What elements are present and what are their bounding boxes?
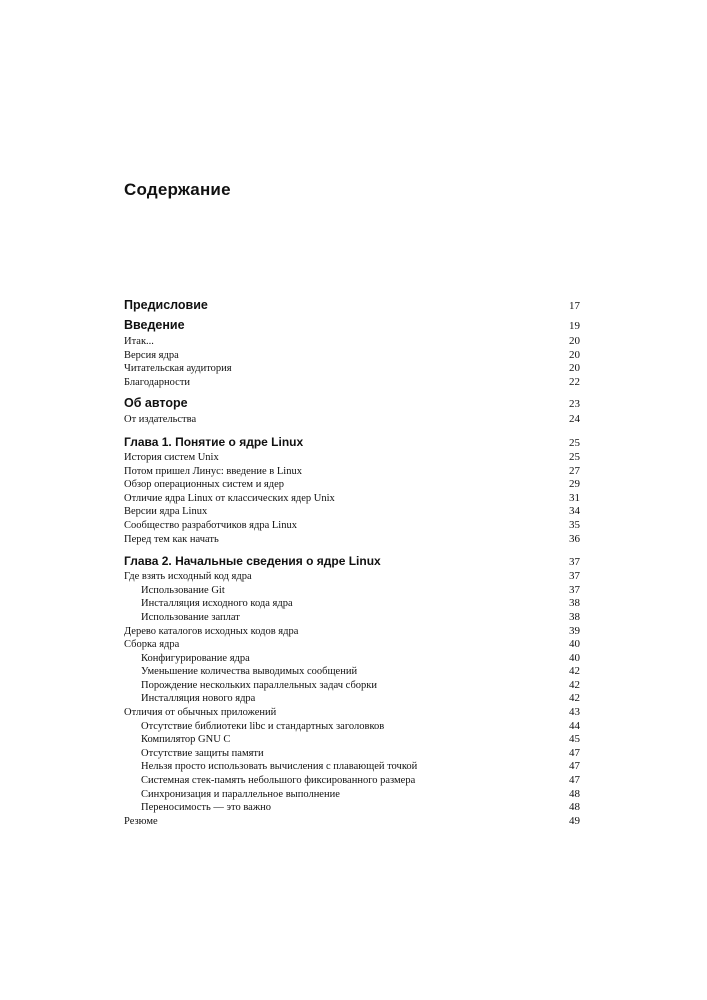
toc-label: История систем Unix <box>124 451 219 463</box>
toc-page-number: 39 <box>569 624 580 637</box>
toc-label: Перед тем как начать <box>124 533 219 545</box>
toc-item[interactable] <box>124 505 580 519</box>
toc-subitem[interactable] <box>124 733 580 747</box>
toc-label: Отсутствие библиотеки libc и стандартных заголовков <box>141 720 385 732</box>
toc-page-number: 19 <box>569 320 580 332</box>
toc-label: Глава 1. Понятие о ядре Linux <box>124 434 304 449</box>
toc-item[interactable] <box>124 815 580 829</box>
toc-label: Версия ядра <box>124 349 179 361</box>
toc-label: Резюме <box>124 815 158 827</box>
toc-label: Использование Git <box>141 584 225 596</box>
toc-page-number: 27 <box>569 464 580 477</box>
toc-chapter-1[interactable] <box>124 433 580 451</box>
toc-label: Сообщество разработчиков ядра Linux <box>124 519 297 531</box>
toc-page-number: 35 <box>569 518 580 531</box>
toc-label: Системная стек-память небольшого фиксированного размера <box>141 775 416 787</box>
toc-item[interactable] <box>124 638 580 652</box>
toc-item[interactable] <box>124 625 580 639</box>
toc-subitem[interactable] <box>124 801 580 815</box>
toc-subitem[interactable] <box>124 788 580 802</box>
toc-page-number: 37 <box>569 570 580 583</box>
toc-item[interactable] <box>124 492 580 506</box>
toc-label: Компилятор GNU C <box>141 734 231 746</box>
toc-label: Уменьшение количества выводимых сообщений <box>141 666 358 678</box>
toc-label: Об авторе <box>124 396 188 411</box>
toc-item[interactable] <box>124 465 580 479</box>
toc-page-number: 48 <box>569 801 580 814</box>
toc-subitem[interactable] <box>124 692 580 706</box>
toc-page-number: 25 <box>569 436 580 449</box>
toc-label: Потом пришел Линус: введение в Linux <box>124 465 302 477</box>
toc-page-number: 36 <box>569 532 580 545</box>
toc-label: Отличие ядра Linux от классических ядер Unix <box>124 492 335 504</box>
table-of-contents <box>124 295 580 828</box>
toc-item[interactable] <box>124 362 580 376</box>
toc-subitem[interactable] <box>124 760 580 774</box>
toc-label: От издательства <box>124 414 197 426</box>
toc-page-number: 42 <box>569 692 580 705</box>
toc-subitem[interactable] <box>124 747 580 761</box>
toc-section-introduction[interactable] <box>124 315 580 335</box>
toc-page-number: 45 <box>569 733 580 746</box>
toc-section-preface[interactable] <box>124 295 580 315</box>
toc-page-number: 42 <box>569 678 580 691</box>
toc-page-number: 40 <box>569 638 580 651</box>
toc-page-number: 38 <box>569 610 580 623</box>
toc-page-number: 20 <box>569 362 580 375</box>
toc-page-number: 17 <box>569 300 580 312</box>
toc-label: Отличия от обычных приложений <box>124 707 277 719</box>
toc-subitem[interactable] <box>124 597 580 611</box>
toc-page-number: 24 <box>569 413 580 426</box>
toc-page-number: 20 <box>569 348 580 361</box>
toc-subitem[interactable] <box>124 679 580 693</box>
toc-page-number: 49 <box>569 814 580 827</box>
toc-item[interactable] <box>124 451 580 465</box>
toc-page-number: 42 <box>569 665 580 678</box>
toc-subitem[interactable] <box>124 584 580 598</box>
page-title: Содержание <box>124 180 231 199</box>
toc-page-number: 31 <box>569 491 580 504</box>
toc-page-number: 38 <box>569 597 580 610</box>
toc-subitem[interactable] <box>124 720 580 734</box>
toc-label: Итак... <box>124 336 154 347</box>
toc-item[interactable] <box>124 478 580 492</box>
toc-label: Нельзя просто использовать вычисления с плавающей точкой <box>141 761 418 773</box>
toc-item[interactable] <box>124 519 580 533</box>
toc-item[interactable] <box>124 376 580 390</box>
toc-label: Порождение нескольких параллельных задач сборки <box>141 679 378 691</box>
toc-label: Инсталляция исходного кода ядра <box>141 598 293 610</box>
toc-item[interactable] <box>124 533 580 547</box>
toc-page-number: 40 <box>569 651 580 664</box>
toc-page-number: 44 <box>569 719 580 732</box>
toc-page-number: 34 <box>569 505 580 518</box>
toc-page-number: 47 <box>569 746 580 759</box>
toc-label: Использование заплат <box>141 611 240 623</box>
toc-label: Отсутствие защиты памяти <box>141 747 264 759</box>
toc-label: Сборка ядра <box>124 639 180 651</box>
toc-page-number: 22 <box>569 375 580 388</box>
toc-label: Версии ядра Linux <box>124 506 208 518</box>
toc-subitem[interactable] <box>124 611 580 625</box>
toc-page-number: 47 <box>569 760 580 773</box>
toc-label: Переносимость — это важно <box>141 802 271 814</box>
toc-subitem[interactable] <box>124 652 580 666</box>
toc-item[interactable] <box>124 335 580 349</box>
toc-item[interactable] <box>124 706 580 720</box>
toc-label: Синхронизация и параллельное выполнение <box>141 788 340 800</box>
toc-subitem[interactable] <box>124 774 580 788</box>
toc-label: Где взять исходный код ядра <box>124 571 252 583</box>
toc-page-number: 20 <box>569 335 580 347</box>
toc-label: Инсталляция нового ядра <box>141 693 256 705</box>
toc-page-number: 37 <box>569 583 580 596</box>
toc-label: Глава 2. Начальные сведения о ядре Linux <box>124 554 381 569</box>
toc-label: Конфигурирование ядра <box>141 652 250 664</box>
toc-page-number: 37 <box>569 556 580 569</box>
toc-label: Введение <box>124 318 185 332</box>
toc-label: Читательская аудитория <box>124 363 232 375</box>
toc-label: Предисловие <box>124 298 208 312</box>
toc-chapter-2[interactable] <box>124 552 580 570</box>
toc-item[interactable] <box>124 349 580 363</box>
toc-page-number: 25 <box>569 450 580 463</box>
toc-page-number: 43 <box>569 706 580 719</box>
toc-item-publisher[interactable] <box>124 413 580 427</box>
toc-label: Дерево каталогов исходных кодов ядра <box>124 625 299 637</box>
toc-subitem[interactable] <box>124 665 580 679</box>
toc-page-number: 48 <box>569 787 580 800</box>
toc-page-number: 29 <box>569 478 580 491</box>
toc-label: Благодарности <box>124 376 191 388</box>
toc-item[interactable] <box>124 570 580 584</box>
toc-page-number: 23 <box>569 398 580 411</box>
toc-section-about-author[interactable] <box>124 393 580 413</box>
toc-page-number: 47 <box>569 774 580 787</box>
toc-label: Обзор операционных систем и ядер <box>124 479 285 491</box>
